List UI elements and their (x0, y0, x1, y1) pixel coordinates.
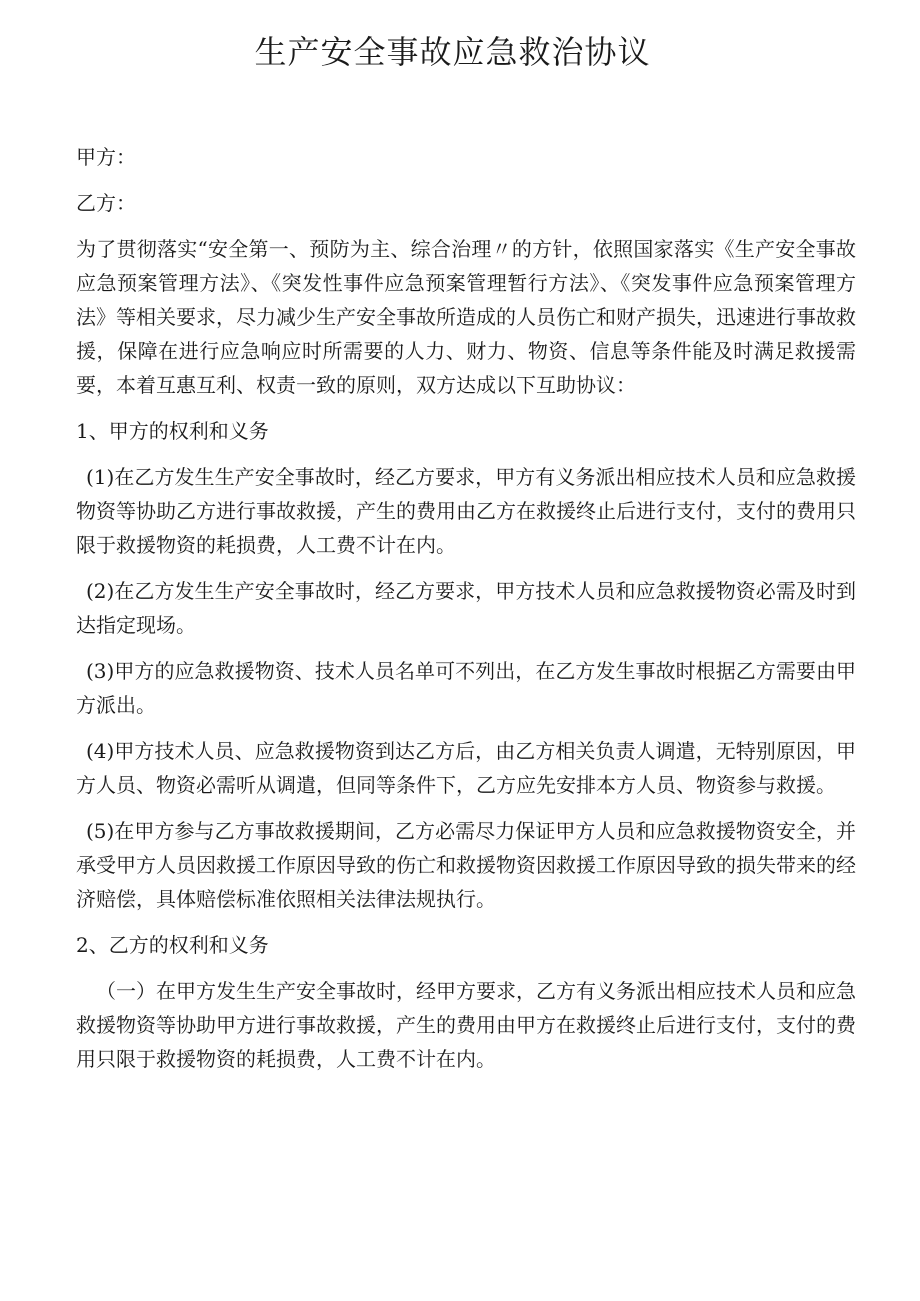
section-1-item-4: (4)甲方技术人员、应急救援物资到达乙方后，由乙方相关负责人调遣，无特别原因，甲方人员、物资必需听从调遣，但同等条件下，乙方应先安排本方人员、物资参与救援。 (76, 739, 856, 797)
section-2-heading: 2、乙方的权利和义务 (76, 933, 269, 957)
party-a-line: 甲方： (76, 145, 136, 169)
section-1-item-3: (3)甲方的应急救援物资、技术人员名单可不列出，在乙方发生事故时根据乙方需要由甲方派出。 (76, 659, 856, 717)
party-b-line: 乙方： (76, 191, 136, 215)
section-2-item-1: （一）在甲方发生生产安全事故时，经甲方要求，乙方有义务派出相应技术人员和应急救援物资等协助甲方进行事故救援，产生的费用由甲方在救援终止后进行支付，支付的费用只限于救援物资的耗损费，人工费不计在内。 (76, 979, 856, 1071)
document-body (76, 140, 856, 1088)
section-1-item-2: (2)在乙方发生生产安全事故时，经乙方要求，甲方技术人员和应急救援物资必需及时到达指定现场。 (76, 579, 856, 637)
document-title: 生产安全事故应急救治协议 (254, 33, 651, 71)
section-1-item-5: (5)在甲方参与乙方事故救援期间，乙方必需尽力保证甲方人员和应急救援物资安全，并承受甲方人员因救援工作原因导致的伤亡和救援物资因救援工作原因导致的损失带来的经济赔偿，具体赔偿标准依照相关法律法规执行。 (76, 819, 856, 911)
section-1-heading: 1、甲方的权利和义务 (76, 419, 269, 443)
section-1-item-1: (1)在乙方发生生产安全事故时，经乙方要求，甲方有义务派出相应技术人员和应急救援物资等协助乙方进行事故救援，产生的费用由乙方在救援终止后进行支付，支付的费用只限于救援物资的耗损费，人工费不计在内。 (76, 465, 856, 557)
preamble-paragraph: 为了贯彻落实“安全第一、预防为主、综合治理〃的方针，依照国家落实《生产安全事故应急预案管理方法》、《突发性事件应急预案管理暂行方法》、《突发事件应急预案管理方法》等相关要求，尽力减少生产安全事故所造成的人员伤亡和财产损失，迅速进行事故救援，保障在进行应急响应时所需要的人力、财力、物资、信息等条件能及时满足救援需要，本着互惠互利、权责一致的原则，双方达成以下互助协议： (76, 237, 856, 397)
